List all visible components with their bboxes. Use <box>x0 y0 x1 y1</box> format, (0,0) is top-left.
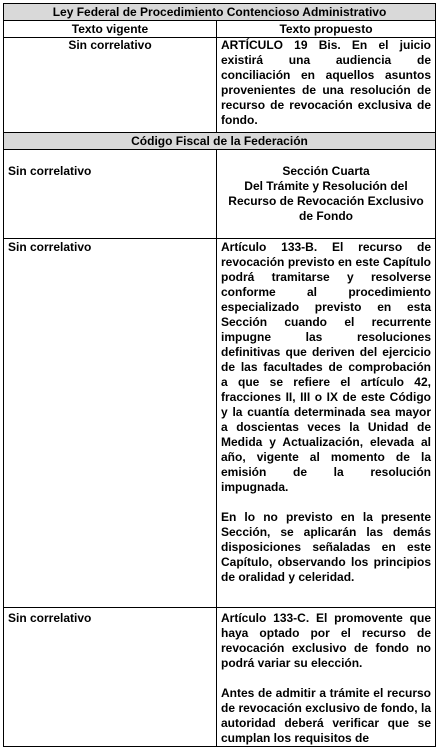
table-row <box>4 608 436 747</box>
document-page <box>3 3 435 745</box>
article-paragraph: Artículo 133-C. El promovente que haya optado por el recurso de revocación exclusivo de fondo no podrá variar su elección. <box>221 611 431 670</box>
section-heading-line: Recurso de Revocación Exclusivo <box>228 194 424 208</box>
table-row <box>4 239 436 608</box>
column-header-current: Texto vigente <box>4 21 217 38</box>
current-text-cell: Sin correlativo <box>4 38 217 133</box>
comparison-table <box>3 3 436 747</box>
current-text-cell: Sin correlativo <box>4 150 217 239</box>
table-row <box>4 150 436 239</box>
article-paragraph: En lo no previsto en la presente Sección, se aplicarán las demás disposiciones señaladas en este Capítulo, observando los principios de oralidad y celeridad. <box>221 510 431 584</box>
section-heading-line: Sección Cuarta <box>282 164 370 178</box>
article-paragraph: Antes de admitir a trámite el recurso de revocación exclusivo de fondo, la autoridad deberá verificar que se cumplan los requisitos de <box>221 686 431 745</box>
column-header-row <box>4 21 436 38</box>
current-text-cell: Sin correlativo <box>4 239 217 608</box>
law-title: Ley Federal de Procedimiento Contencioso Administrativo <box>4 4 436 21</box>
table-row <box>4 38 436 133</box>
section-heading-line: Del Trámite y Resolución del <box>244 179 408 193</box>
proposed-text-cell <box>217 239 436 608</box>
section-heading-cell <box>217 150 436 239</box>
table-title-row <box>4 4 436 21</box>
table-title-row <box>4 133 436 150</box>
code-title: Código Fiscal de la Federación <box>4 133 436 150</box>
column-header-proposed: Texto propuesto <box>217 21 436 38</box>
section-heading-line: de Fondo <box>299 209 353 223</box>
article-paragraph: Artículo 133-B. El recurso de revocación previsto en este Capítulo podrá tramitarse y resolverse conforme al procedimiento especializado previsto en esta Sección cuando el recurrente impugne las resoluciones definitivas que deriven del ejercicio de las facultades de comprobación a que se refiere el artículo 42, fracciones II, III o IX de este Código y la cuantía determinada sea mayor a doscientas veces la Unidad de Medida y Actualización, elevada al año, vigente al momento de la emisión de la resolución impugnada. <box>221 240 431 494</box>
current-text-cell: Sin correlativo <box>4 608 217 747</box>
proposed-text-cell: ARTÍCULO 19 Bis. En el juicio existirá una audiencia de conciliación en aquellos asuntos provenientes de una resolución de recurso de revocación exclusiva de fondo. <box>217 38 436 133</box>
proposed-text-cell <box>217 608 436 747</box>
